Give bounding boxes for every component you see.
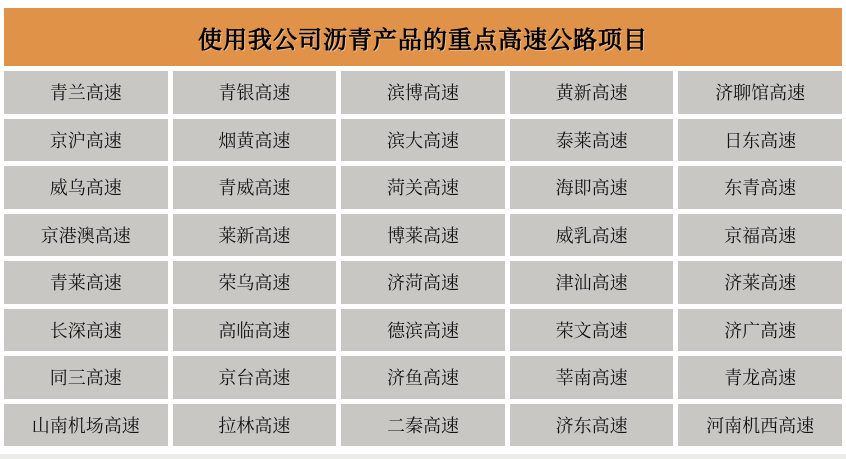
highway-cell: 莘南高速 — [510, 356, 674, 399]
highway-cell: 济菏高速 — [341, 261, 505, 304]
highway-cell: 泰莱高速 — [510, 119, 674, 162]
highway-cell: 博莱高速 — [341, 214, 505, 257]
highway-cell: 荣文高速 — [510, 309, 674, 352]
highway-cell: 滨大高速 — [341, 119, 505, 162]
highway-cell: 海即高速 — [510, 166, 674, 209]
highway-cell: 高临高速 — [173, 309, 337, 352]
highway-cell: 拉林高速 — [173, 404, 337, 447]
highway-cell: 威乳高速 — [510, 214, 674, 257]
highway-cell: 威乌高速 — [4, 166, 168, 209]
highway-cell: 青莱高速 — [4, 261, 168, 304]
highway-cell: 青兰高速 — [4, 71, 168, 114]
highway-cell: 河南机西高速 — [678, 404, 842, 447]
highway-cell: 长深高速 — [4, 309, 168, 352]
highway-cell: 同三高速 — [4, 356, 168, 399]
highway-cell: 济广高速 — [678, 309, 842, 352]
highway-cell: 济聊馆高速 — [678, 71, 842, 114]
highway-cell: 津汕高速 — [510, 261, 674, 304]
highway-cell: 山南机场高速 — [4, 404, 168, 447]
highway-cell: 青银高速 — [173, 71, 337, 114]
highway-table — [4, 71, 842, 446]
highway-cell: 黄新高速 — [510, 71, 674, 114]
highway-cell: 东青高速 — [678, 166, 842, 209]
title-banner — [4, 8, 842, 66]
highway-cell: 日东高速 — [678, 119, 842, 162]
highway-cell: 莱新高速 — [173, 214, 337, 257]
highway-cell: 烟黄高速 — [173, 119, 337, 162]
highway-cell: 京福高速 — [678, 214, 842, 257]
highway-cell: 京台高速 — [173, 356, 337, 399]
highway-cell: 济莱高速 — [678, 261, 842, 304]
highway-cell: 荣乌高速 — [173, 261, 337, 304]
highway-cell: 济东高速 — [510, 404, 674, 447]
bottom-edge-strip — [0, 454, 846, 459]
highway-cell: 京沪高速 — [4, 119, 168, 162]
highway-cell: 德滨高速 — [341, 309, 505, 352]
highway-cell: 济鱼高速 — [341, 356, 505, 399]
highway-cell: 菏关高速 — [341, 166, 505, 209]
highway-cell: 京港澳高速 — [4, 214, 168, 257]
highway-cell: 青龙高速 — [678, 356, 842, 399]
highway-cell: 二秦高速 — [341, 404, 505, 447]
highway-cell: 滨博高速 — [341, 71, 505, 114]
page-title: 使用我公司沥青产品的重点高速公路项目 — [198, 26, 648, 54]
highway-cell: 青威高速 — [173, 166, 337, 209]
